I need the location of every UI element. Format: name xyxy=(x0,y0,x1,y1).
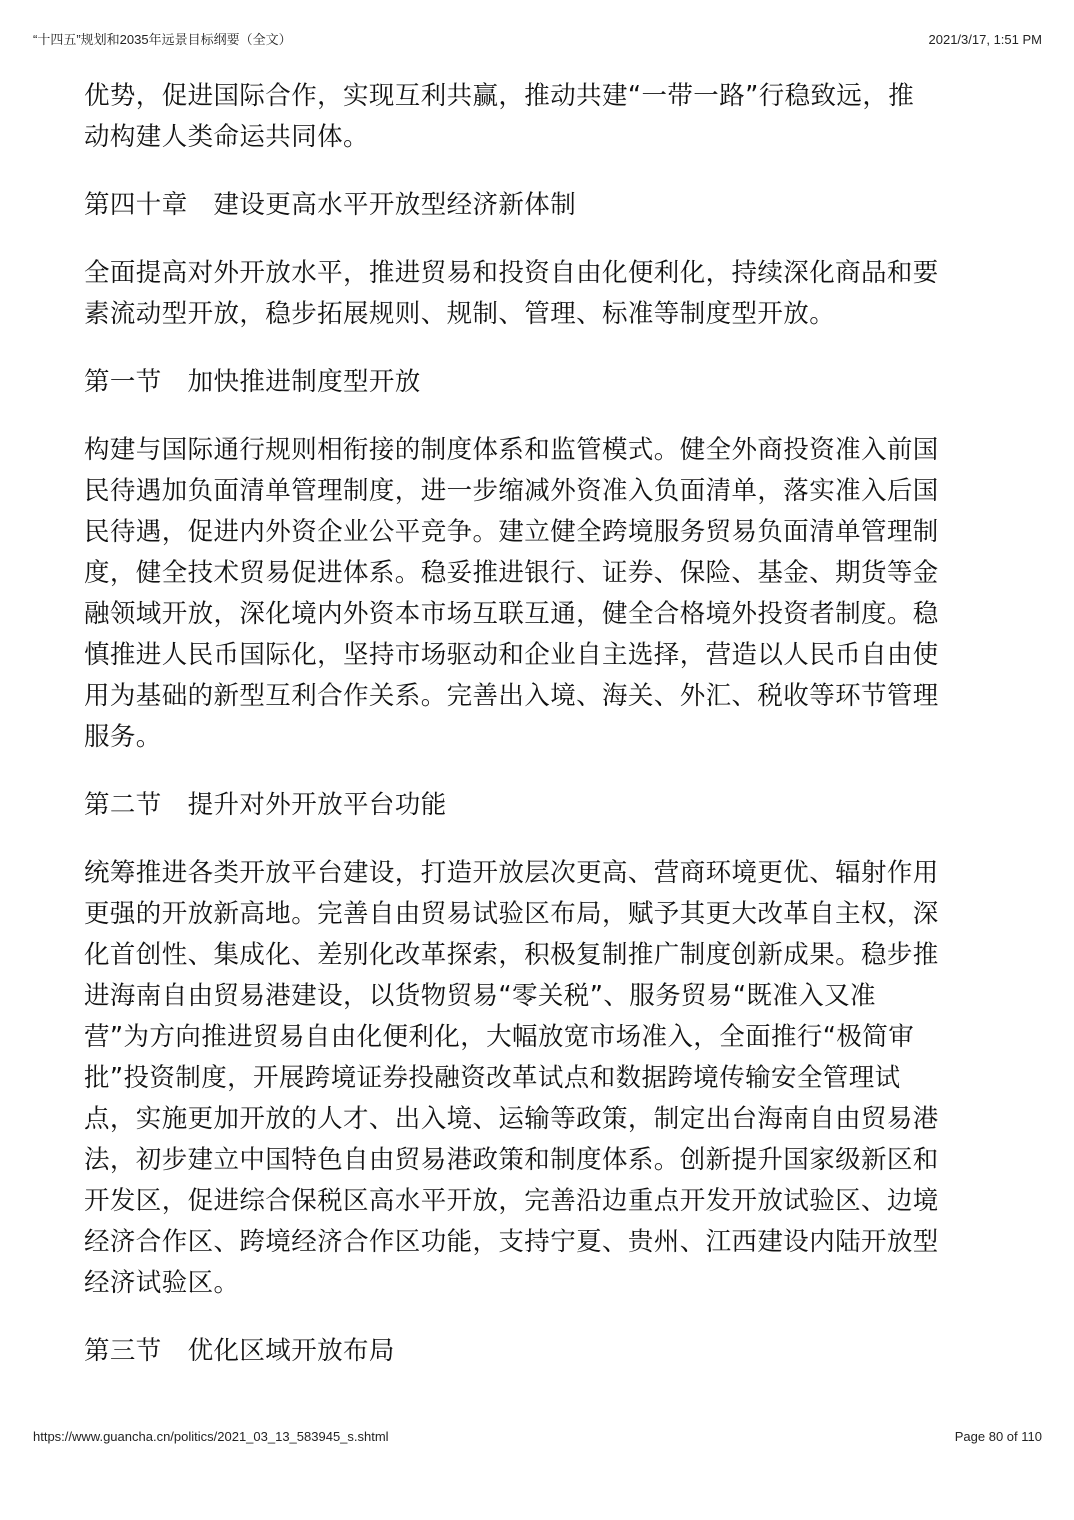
text-line: 全面提高对外开放水平，推进贸易和投资自由化便利化，持续深化商品和要 xyxy=(84,258,939,288)
section-2-paragraph xyxy=(84,853,996,1304)
text-line: 优势，促进国际合作，实现互利共赢，推动共建“一带一路”行稳致远，推 xyxy=(84,81,915,111)
text-line: 点，实施更加开放的人才、出入境、运输等政策，制定出台海南自由贸易港 xyxy=(84,1104,939,1134)
chapter-heading: 第四十章 建设更高水平开放型经济新体制 xyxy=(84,190,577,220)
text-line: 统筹推进各类开放平台建设，打造开放层次更高、营商环境更优、辐射作用 xyxy=(84,858,939,888)
intro-paragraph xyxy=(84,76,996,158)
section-heading-2: 第二节 提升对外开放平台功能 xyxy=(84,790,447,820)
text-line: 化首创性、集成化、差别化改革探索，积极复制推广制度创新成果。稳步推 xyxy=(84,940,939,970)
document-body xyxy=(84,76,996,1372)
document-title: “十四五”规划和2035年远景目标纲要（全文） xyxy=(33,32,292,47)
text-line: 度，健全技术贸易促进体系。稳妥推进银行、证券、保险、基金、期货等金 xyxy=(84,558,939,588)
text-line: 民待遇加负面清单管理制度，进一步缩减外资准入负面清单，落实准入后国 xyxy=(84,476,939,506)
text-line: 更强的开放新高地。完善自由贸易试验区布局，赋予其更大改革自主权，深 xyxy=(84,899,939,929)
text-line: 进海南自由贸易港建设，以货物贸易“零关税”、服务贸易“既准入又准 xyxy=(84,981,876,1011)
text-line: 构建与国际通行规则相衔接的制度体系和监管模式。健全外商投资准入前国 xyxy=(84,435,939,465)
text-line: 经济试验区。 xyxy=(84,1268,240,1298)
text-line: 慎推进人民币国际化，坚持市场驱动和企业自主选择，营造以人民币自由使 xyxy=(84,640,939,670)
section-1-paragraph xyxy=(84,430,996,758)
print-datetime: 2021/3/17, 1:51 PM xyxy=(928,32,1042,47)
text-line: 融领域开放，深化境内外资本市场互联互通，健全合格境外投资者制度。稳 xyxy=(84,599,939,629)
print-footer xyxy=(33,1429,1042,1445)
text-line: 法，初步建立中国特色自由贸易港政策和制度体系。创新提升国家级新区和 xyxy=(84,1145,939,1175)
page-indicator: Page 80 of 110 xyxy=(954,1429,1042,1444)
section-heading-1: 第一节 加快推进制度型开放 xyxy=(84,367,421,397)
text-line: 批”投资制度，开展跨境证券投融资改革试点和数据跨境传输安全管理试 xyxy=(84,1063,901,1093)
text-line: 营”为方向推进贸易自由化便利化，大幅放宽市场准入，全面推行“极简审 xyxy=(84,1022,915,1052)
text-line: 民待遇，促进内外资企业公平竞争。建立健全跨境服务贸易负面清单管理制 xyxy=(84,517,939,547)
text-line: 动构建人类命运共同体。 xyxy=(84,122,369,152)
source-url: https://www.guancha.cn/politics/2021_03_13_583945_s.shtml xyxy=(33,1429,389,1444)
text-line: 经济合作区、跨境经济合作区功能，支持宁夏、贵州、江西建设内陆开放型 xyxy=(84,1227,939,1257)
text-line: 素流动型开放，稳步拓展规则、规制、管理、标准等制度型开放。 xyxy=(84,299,836,329)
text-line: 开发区，促进综合保税区高水平开放，完善沿边重点开发开放试验区、边境 xyxy=(84,1186,939,1216)
chapter-paragraph xyxy=(84,253,996,335)
text-line: 用为基础的新型互利合作关系。完善出入境、海关、外汇、税收等环节管理 xyxy=(84,681,939,711)
text-line: 服务。 xyxy=(84,722,162,752)
print-header xyxy=(33,32,1042,48)
section-heading-3: 第三节 优化区域开放布局 xyxy=(84,1336,395,1366)
